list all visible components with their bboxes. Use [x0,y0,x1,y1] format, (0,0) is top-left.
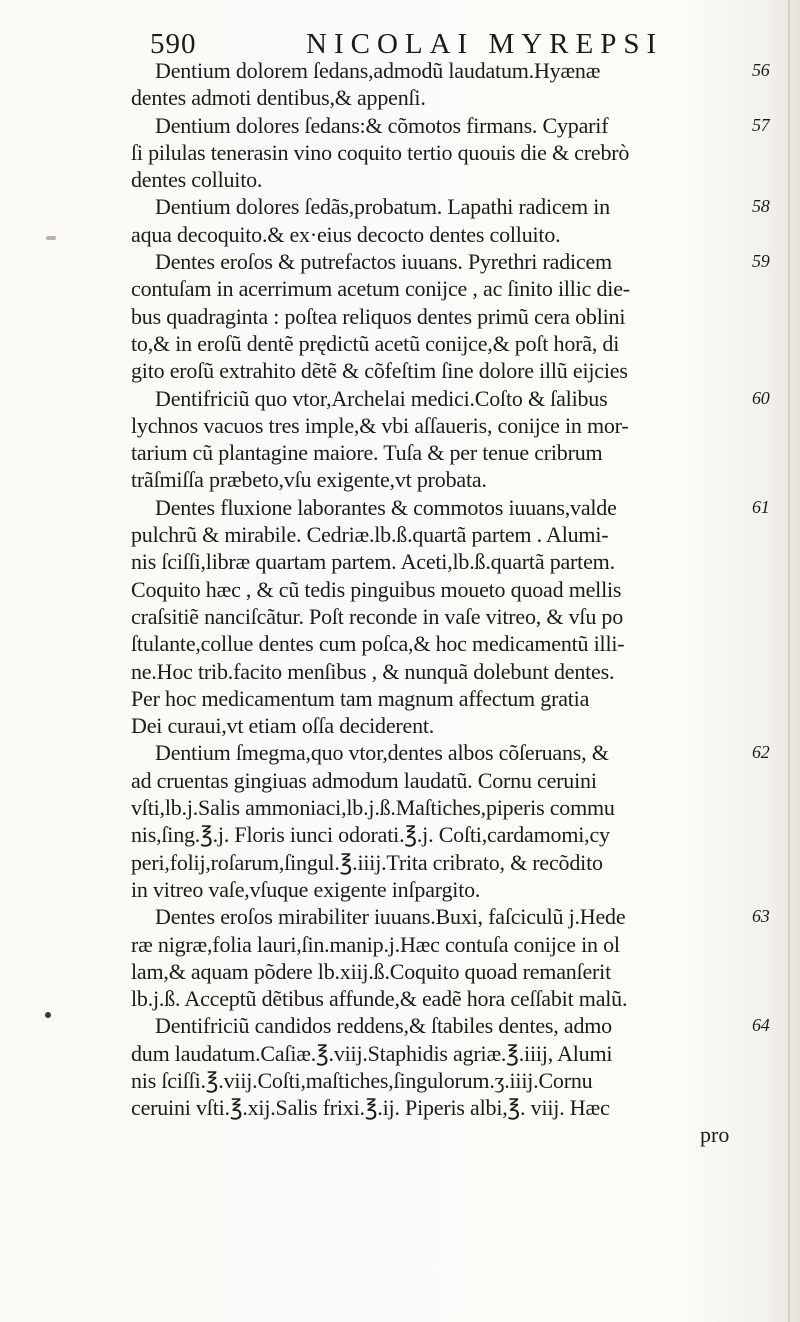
text-line [131,876,771,903]
text-line [131,439,771,466]
text-line [131,630,771,657]
text-line [131,303,771,330]
line-text: contuſam in acerrimum acetum conijce , ac ſinito illic die- [131,276,630,302]
line-text: lam,& aquam põdere lb.xiij.ß.Coquito quoad remanſerit [131,958,612,984]
text-line [131,1012,771,1039]
text-line [131,985,771,1012]
margin-number: 62 [752,742,770,763]
line-text: ad cruentas gingiuas admodum laudatũ. Cornu ceruini [131,767,597,793]
margin-number: 56 [752,60,770,80]
text-line [131,248,771,275]
line-text: dum laudatum.Caſiæ.℥.viij.Staphidis agriæ.℥.iiij, Alumi [131,1040,613,1066]
text-line [131,521,771,548]
line-text: Dei curaui,vt etiam oſſa deciderent. [131,713,435,739]
line-text: Dentes eroſos & putrefactos iuuans. Pyrethri radicem [155,249,612,275]
line-text: vſti,lb.j.Salis ammoniaci,lb.j.ß.Maſtiches,piperis commu [131,795,615,821]
text-line [131,849,771,876]
text-line [131,412,771,439]
line-text: to,& in eroſũ dentẽ prędictũ acetũ conijce,& poſt horã, di [131,330,620,356]
ink-blot [46,236,56,240]
line-text: ſi pilulas tenerasin vino coquito tertio quouis die & crebrò [131,139,630,165]
line-text: Dentium ſmegma,quo vtor,dentes albos cõſeruans, & [155,740,609,766]
text-line [131,794,771,821]
text-line [131,357,771,384]
text-line [131,548,771,575]
margin-dot [45,1012,51,1018]
text-line [131,658,771,685]
text-line [131,685,771,712]
line-text: ſtulante,collue dentes cum poſca,& hoc medicamentũ illi- [131,631,625,657]
line-text: Dentium dolores ſedans:& cõmotos firmans. Cyparif [155,112,609,138]
text-line [131,1040,771,1067]
text-line [131,275,771,302]
line-text: ceruini vſti.℥.xij.Salis frixi.℥.ij. Piperis albi,℥. viij. Hæc [131,1095,610,1121]
margin-number: 57 [752,114,770,135]
line-text: lychnos vacuos tres imple,& vbi aſſaueris, conijce in mor- [131,412,629,438]
line-text: aqua decoquito.& ex·eius decocto dentes colluito. [131,221,561,247]
text-line [131,166,771,193]
text-line [131,576,771,603]
text-line [131,84,771,111]
catchword: pro [700,1121,730,1147]
page-edge-shadow [788,0,790,1322]
line-text: pulchrũ & mirabile. Cedriæ.lb.ß.quartã partem . Alumi- [131,522,609,548]
line-text: nis,ſing.℥.j. Floris iunci odorati.℥.j. Coſti,cardamomi,cy [131,822,610,848]
line-text: Coquito hæc , & cũ tedis pinguibus moueto quoad mellis [131,576,622,602]
text-block [131,57,771,1147]
line-text: tarium cũ plantagine maiore. Tuſa & per tenue cribrum [131,440,603,466]
text-line [131,466,771,493]
line-text: in vitreo vaſe,vſuque exigente inſpargito. [131,876,481,902]
text-line [131,330,771,357]
line-text: ræ nigræ,folia lauri,ſin.manip.j.Hæc contuſa conijce in ol [131,931,620,957]
line-text: gito eroſũ extrahito dẽtẽ & cõfeſtim ſine dolore illũ eijcies [131,358,628,384]
margin-number: 60 [752,387,770,408]
text-line [131,1067,771,1094]
line-text: nis ſciſſi.℥.viij.Coſti,maſtiches,ſingulorum.ʒ.iiij.Cornu [131,1067,593,1093]
text-line [131,57,771,84]
text-line [131,767,771,794]
page-header [150,28,750,60]
line-text: dentes colluito. [131,167,263,193]
line-text: dentes admoti dentibus,& appenſi. [131,85,426,111]
text-line [131,193,771,220]
margin-number: 61 [752,496,770,517]
page-number: 590 [150,28,197,60]
text-line [131,958,771,985]
margin-number: 59 [752,251,770,272]
text-line [131,739,771,766]
line-text: ne.Hoc trib.facito menſibus , & nunquã dolebunt dentes. [131,658,615,684]
line-text: Dentifriciũ quo vtor,Archelai medici.Coſto & ſalibus [155,385,608,411]
text-line [131,112,771,139]
line-text: Dentifriciũ candidos reddens,& ſtabiles dentes, admo [155,1013,612,1039]
line-text: peri,folij,roſarum,ſingul.℥.iiij.Trita cribrato, & recõdito [131,849,603,875]
line-text: lb.j.ß. Acceptũ dẽtibus affunde,& eadẽ hora ceſſabit malũ. [131,986,628,1012]
text-line [131,139,771,166]
line-text: trãſmiſſa præbeto,vſu exigente,vt probata. [131,467,487,493]
margin-number: 58 [752,196,770,217]
line-text: craſsitiẽ nanciſcãtur. Poſt reconde in vaſe vitreo, & vſu po [131,603,624,629]
text-line [131,903,771,930]
line-text: Dentes fluxione laborantes & commotos iuuans,valde [155,494,617,520]
running-head: NICOLAI MYREPSI [306,28,664,60]
text-line [131,385,771,412]
line-text: Dentium dolorem ſedans,admodũ laudatum.Hyænæ [155,58,601,83]
line-text: nis ſciſſi,libræ quartam partem. Aceti,lb.ß.quartã partem. [131,549,615,575]
text-line [131,603,771,630]
text-line [131,931,771,958]
text-line [131,821,771,848]
margin-number: 63 [752,906,770,927]
margin-number: 64 [752,1015,770,1036]
text-line [131,494,771,521]
text-line [131,1094,771,1121]
text-line [131,712,771,739]
line-text: Dentium dolores ſedãs,probatum. Lapathi radicem in [155,194,610,220]
line-text: Dentes eroſos mirabiliter iuuans.Buxi, faſciculũ j.Hede [155,904,626,930]
line-text: Per hoc medicamentum tam magnum affectum gratia [131,685,590,711]
line-text: bus quadraginta : poſtea reliquos dentes primũ cera oblini [131,303,626,329]
text-line [131,221,771,248]
